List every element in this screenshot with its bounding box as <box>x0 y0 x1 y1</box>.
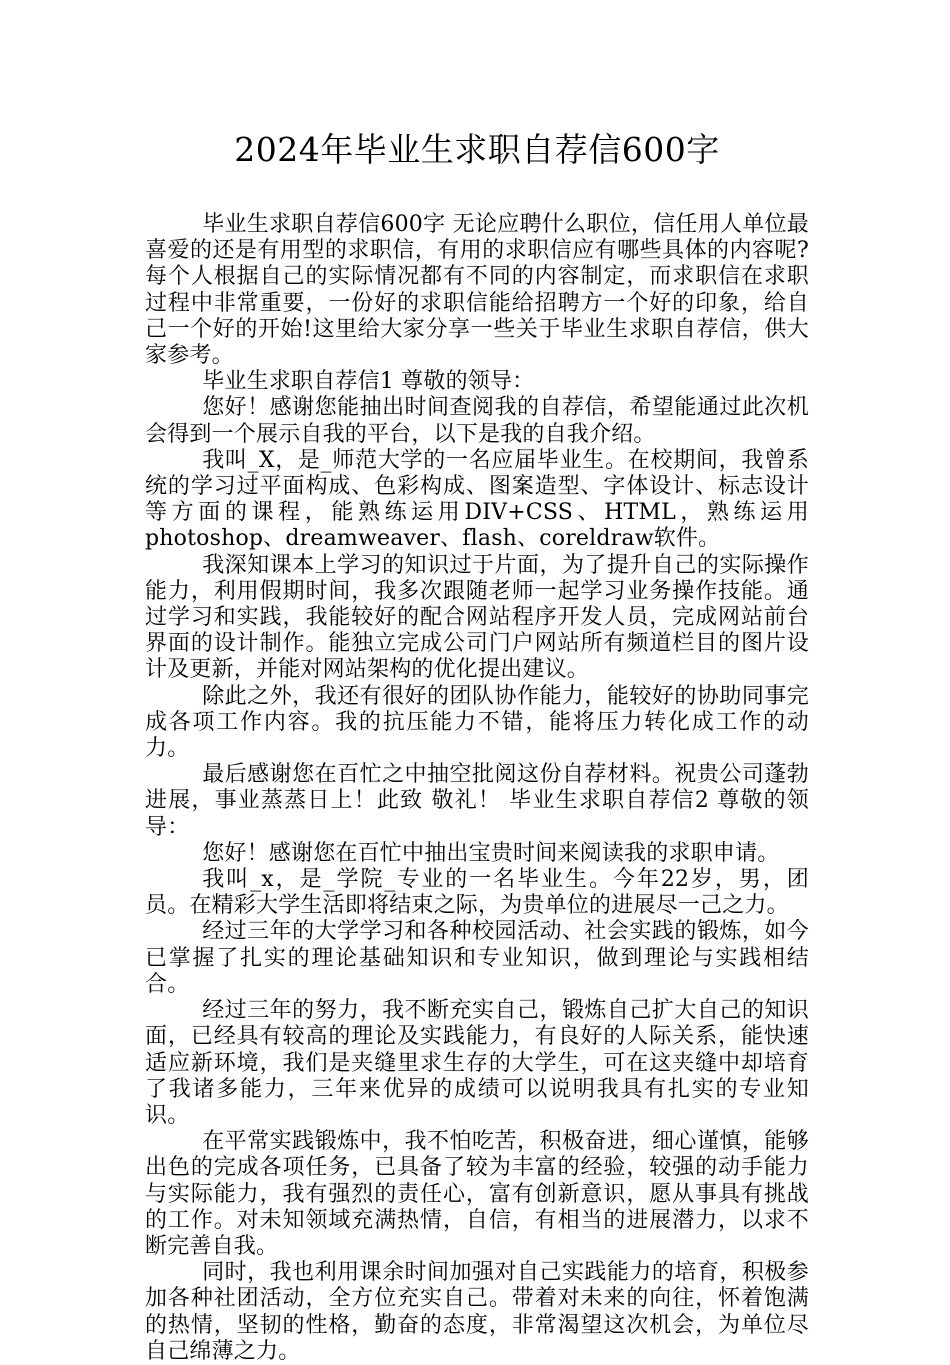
paragraph-letter1-heading: 毕业生求职自荐信1 尊敬的领导： <box>202 369 535 395</box>
paragraph-greeting: 您好！感谢您能抽出时间查阅我的自荐信，希望能通过此次机会得到一个展示自我的平台，以下是我的自我介绍。 <box>145 395 809 447</box>
paragraph-teamwork: 除此之外，我还有很好的团队协作能力，能较好的协助同事完成各项工作内容。我的抗压能力不错，能将压力转化成工作的动力。 <box>145 683 809 762</box>
paragraph-activities: 同时，我也利用课余时间加强对自己实践能力的培育，积极参加各种社团活动，全方位充实自己。带着对未来的向往，怀着饱满的热情，坚韧的性格，勤奋的态度，非常渴望这次机会，为单位尽自己绵薄之力。 <box>145 1260 809 1364</box>
paragraph-practice: 我深知课本上学习的知识过于片面，为了提升自己的实际操作能力，利用假期时间，我多次跟随老师一起学习业务操作技能。通过学习和实践，我能较好的配合网站程序开发人员，完成网站前台界面的设计制作。能独立完成公司门户网站所有频道栏目的图片设计及更新，并能对网站架构的优化提出建议。 <box>145 552 809 683</box>
paragraph-attitude: 在平常实践锻炼中，我不怕吃苦，积极奋进，细心谨慎，能够出色的完成各项任务，已具备了较为丰富的经验，较强的动手能力与实际能力，我有强烈的责任心，富有创新意识，愿从事具有挑战的工作。对未知领域充满热情，自信，有相当的进展潜力，以求不断完善自我。 <box>145 1129 809 1259</box>
document-title: 2024年毕业生求职自荐信600字 <box>234 130 720 169</box>
paragraph-self-intro-2: 我叫_x，是_学院_专业的一名毕业生。今年22岁，男，团员。在精彩大学生活即将结束之际，为贵单位的进展尽一己之力。 <box>145 867 809 919</box>
paragraph-intro: 毕业生求职自荐信600字 无论应聘什么职位，信任用人单位最喜爱的还是有用型的求职信，有用的求职信应有哪些具体的内容呢?每个人根据自己的实际情况都有不同的内容制定，而求职信在求职过程中非常重要，一份好的求职信能给招聘方一个好的印象，给自己一个好的开始!这里给大家分享一些关于毕业生求职自荐信，供大家参考。 <box>145 212 809 369</box>
paragraph-closing-letter2-heading: 最后感谢您在百忙之中抽空批阅这份自荐材料。祝贵公司蓬勃进展，事业蒸蒸日上！此致 敬礼！ 毕业生求职自荐信2 尊敬的领导： <box>145 762 809 840</box>
document-page <box>145 128 809 1365</box>
document-body <box>145 212 809 1365</box>
paragraph-greeting-2: 您好！感谢您在百忙中抽出宝贵时间来阅读我的求职申请。 <box>202 840 780 866</box>
paragraph-effort: 经过三年的努力，我不断充实自己，锻炼自己扩大自己的知识面，已经具有较高的理论及实践能力，有良好的人际关系，能快速适应新环境，我们是夹缝里求生存的大学生，可在这夹缝中却培育了我诸多能力，三年来优异的成绩可以说明我具有扎实的专业知识。 <box>145 998 809 1128</box>
paragraph-self-intro: 我叫_X，是_师范大学的一名应届毕业生。在校期间，我曾系统的学习过平面构成、色彩构成、图案造型、字体设计、标志设计等方面的课程，能熟练运用DIV+CSS、HTML，熟练运用photoshop、dreamweaver、flash、coreldraw软件。 <box>145 447 809 552</box>
paragraph-study: 经过三年的大学学习和各种校园活动、社会实践的锻炼，如今已掌握了扎实的理论基础知识和专业知识，做到理论与实践相结合。 <box>145 919 809 997</box>
